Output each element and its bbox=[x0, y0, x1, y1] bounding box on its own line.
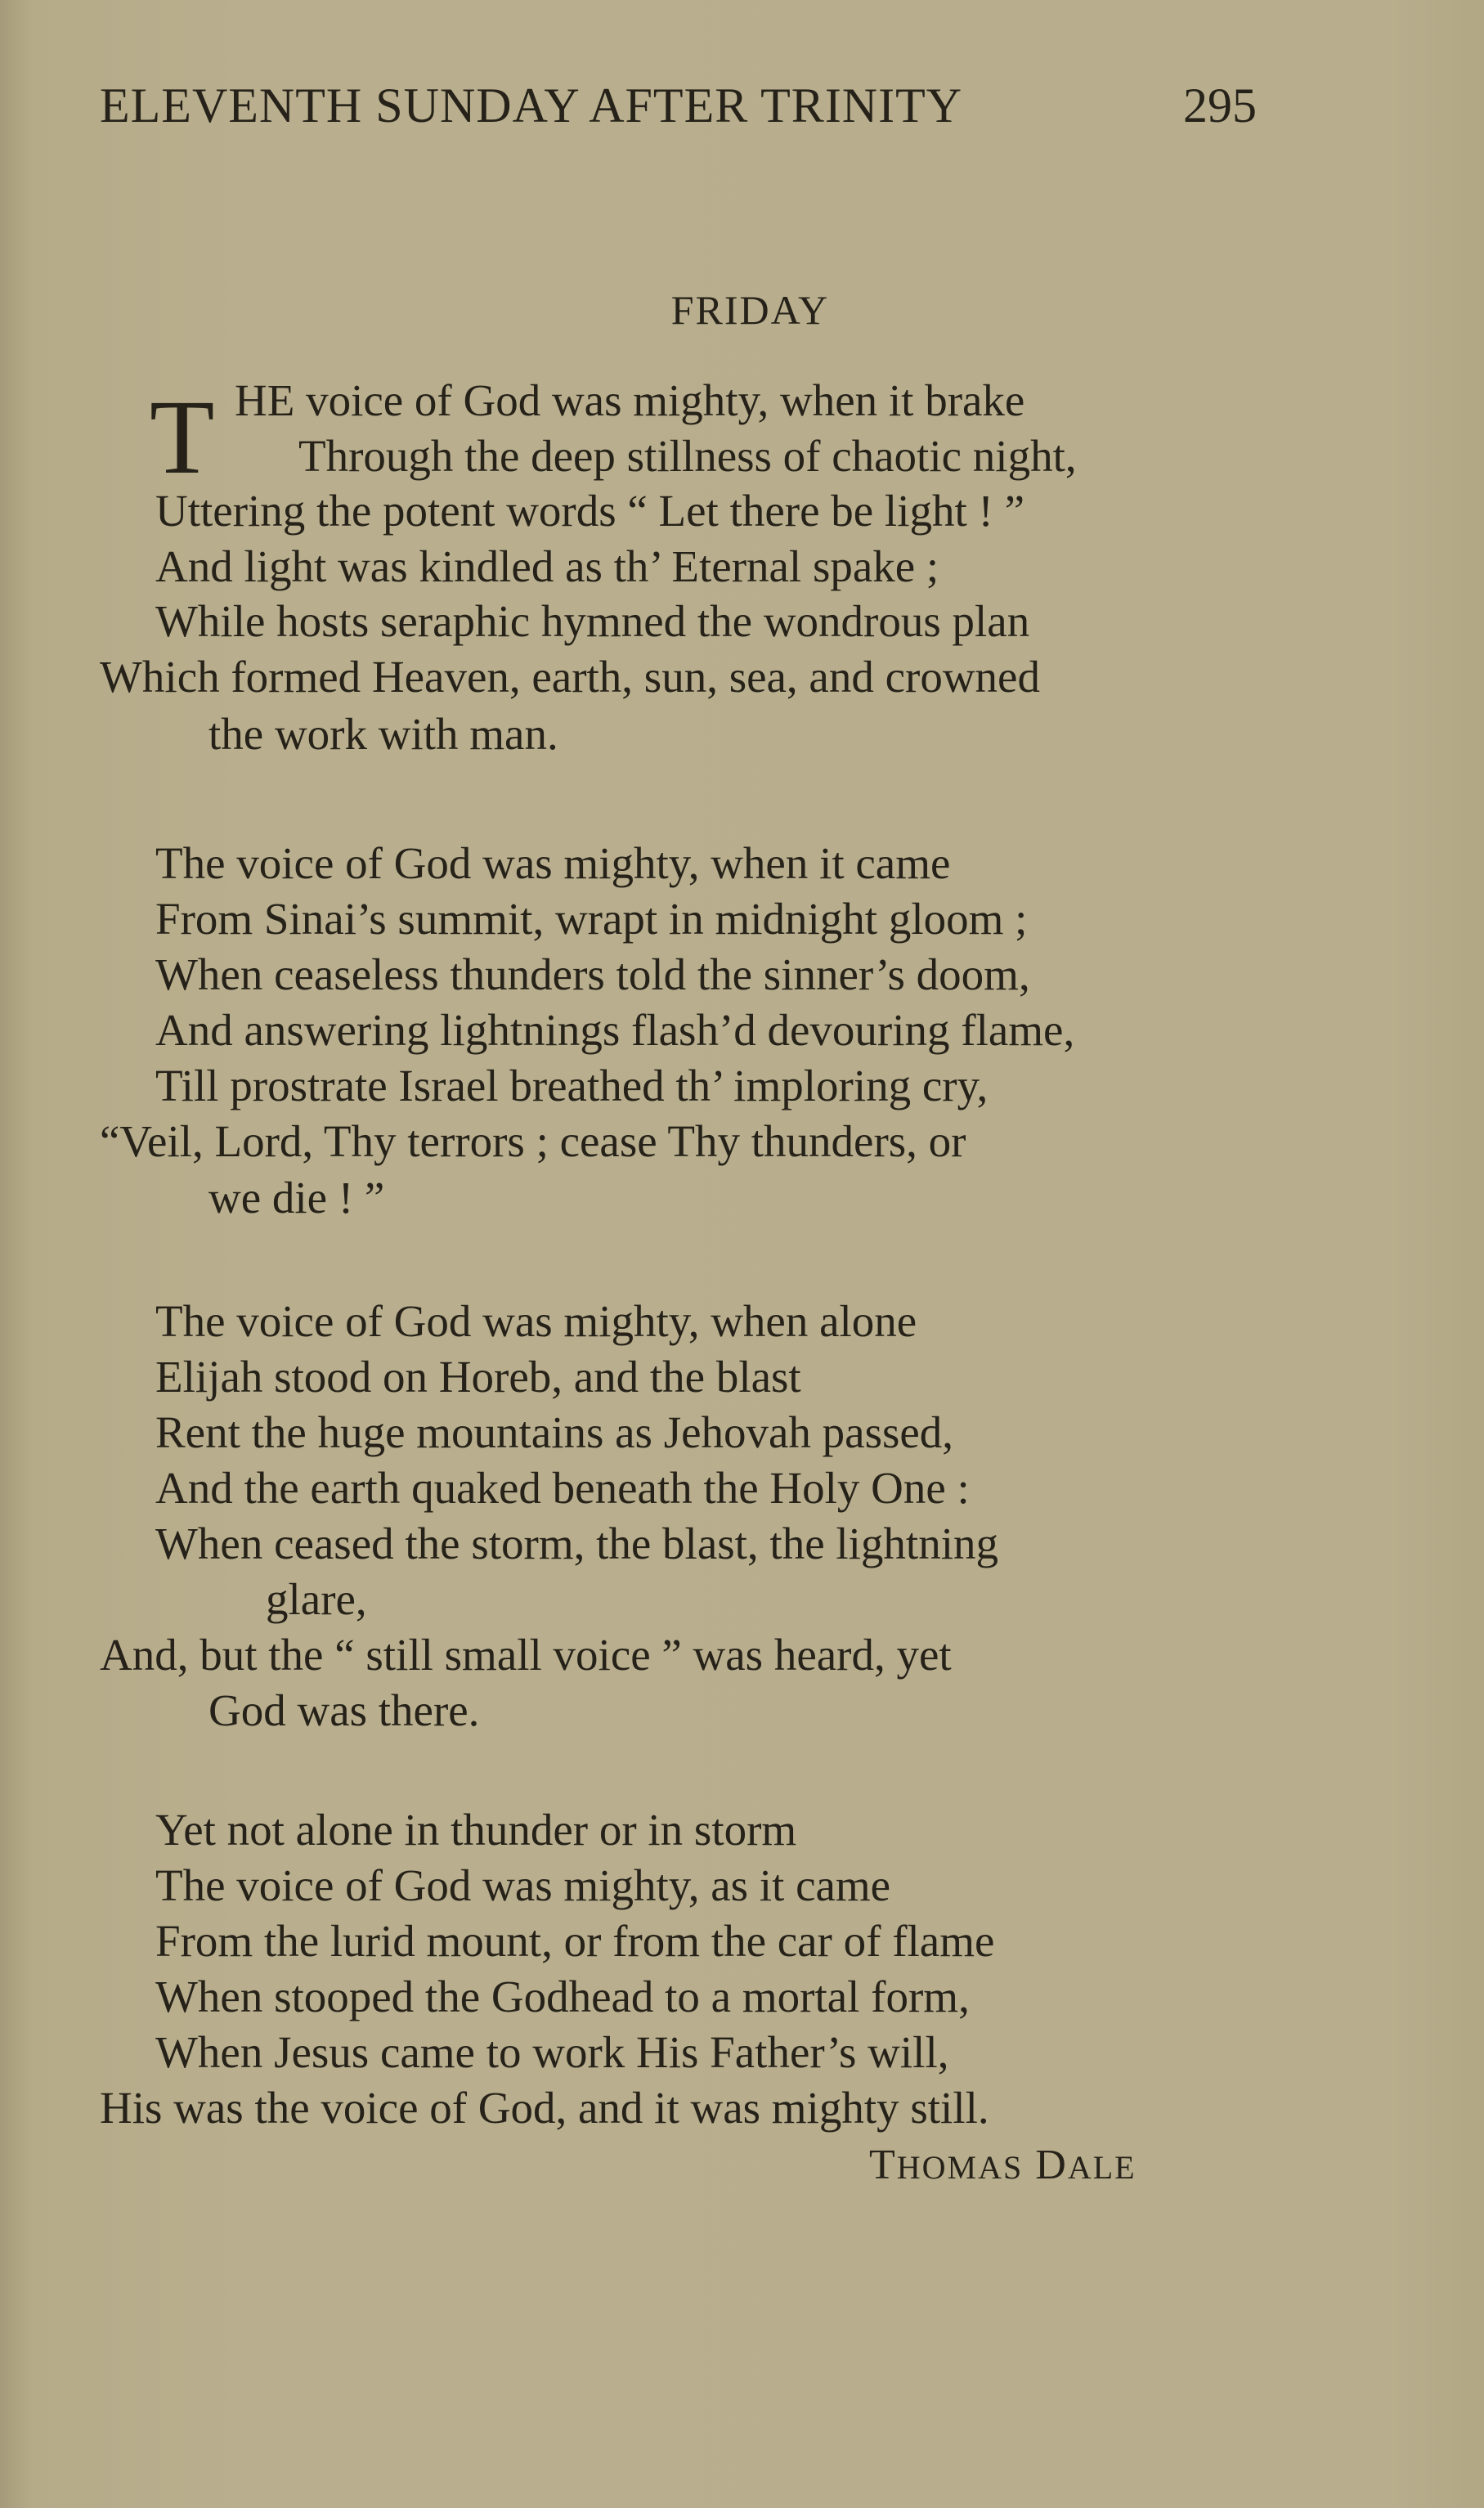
poem-line: And answering lightnings flash’d devouring flame, bbox=[155, 1005, 1075, 1055]
poem-line: HE voice of God was mighty, when it brake bbox=[235, 375, 1025, 425]
poem-line: And light was kindled as th’ Eternal spake ; bbox=[155, 541, 939, 591]
poem-line: Through the deep stillness of chaotic night, bbox=[298, 431, 1077, 481]
poem-line: Rent the huge mountains as Jehovah passed, bbox=[155, 1407, 954, 1457]
poem-line: Till prostrate Israel breathed th’ imploring cry, bbox=[155, 1061, 989, 1110]
poem-line: The voice of God was mighty, when it came bbox=[155, 838, 951, 888]
poem-line: And, but the “ still small voice ” was heard, yet bbox=[100, 1630, 952, 1680]
poem-line: The voice of God was mighty, as it came bbox=[155, 1860, 891, 1910]
poem-line: glare, bbox=[266, 1574, 367, 1624]
poem-line: we die ! ” bbox=[208, 1173, 385, 1223]
poem-line: When stooped the Godhead to a mortal form, bbox=[155, 1972, 970, 2021]
section-title: FRIDAY bbox=[670, 287, 830, 333]
poem-line: “Veil, Lord, Thy terrors ; cease Thy thunders, or bbox=[100, 1116, 966, 1166]
poem-line: When ceased the storm, the blast, the lightning bbox=[155, 1519, 998, 1568]
poem-attribution: THOMAS DALE bbox=[869, 2142, 1137, 2188]
poem-line: When ceaseless thunders told the sinner’s doom, bbox=[155, 949, 1030, 999]
poem-line: The voice of God was mighty, when alone bbox=[155, 1296, 917, 1346]
poem-line: Yet not alone in thunder or in storm bbox=[155, 1805, 797, 1855]
poem-line: And the earth quaked beneath the Holy One : bbox=[155, 1463, 970, 1513]
poem-line: Which formed Heaven, earth, sun, sea, and crowned bbox=[100, 652, 1040, 702]
poem-line: the work with man. bbox=[208, 709, 558, 759]
poem-line: From the lurid mount, or from the car of flame bbox=[155, 1916, 995, 1966]
poem-line: Elijah stood on Horeb, and the blast bbox=[155, 1352, 801, 1402]
poem-line: Uttering the potent words “ Let there be light ! ” bbox=[155, 486, 1024, 536]
poem-line: God was there. bbox=[208, 1685, 480, 1735]
running-header: ELEVENTH SUNDAY AFTER TRINITY bbox=[100, 79, 963, 132]
poem-line: From Sinai’s summit, wrapt in midnight gloom ; bbox=[155, 894, 1028, 944]
poem-line: When Jesus came to work His Father’s will, bbox=[155, 2027, 949, 2077]
page-number: 295 bbox=[1183, 79, 1257, 132]
drop-cap: T bbox=[150, 379, 215, 496]
poem-line: While hosts seraphic hymned the wondrous plan bbox=[155, 596, 1030, 646]
poem-line: His was the voice of God, and it was mighty still. bbox=[100, 2083, 989, 2133]
